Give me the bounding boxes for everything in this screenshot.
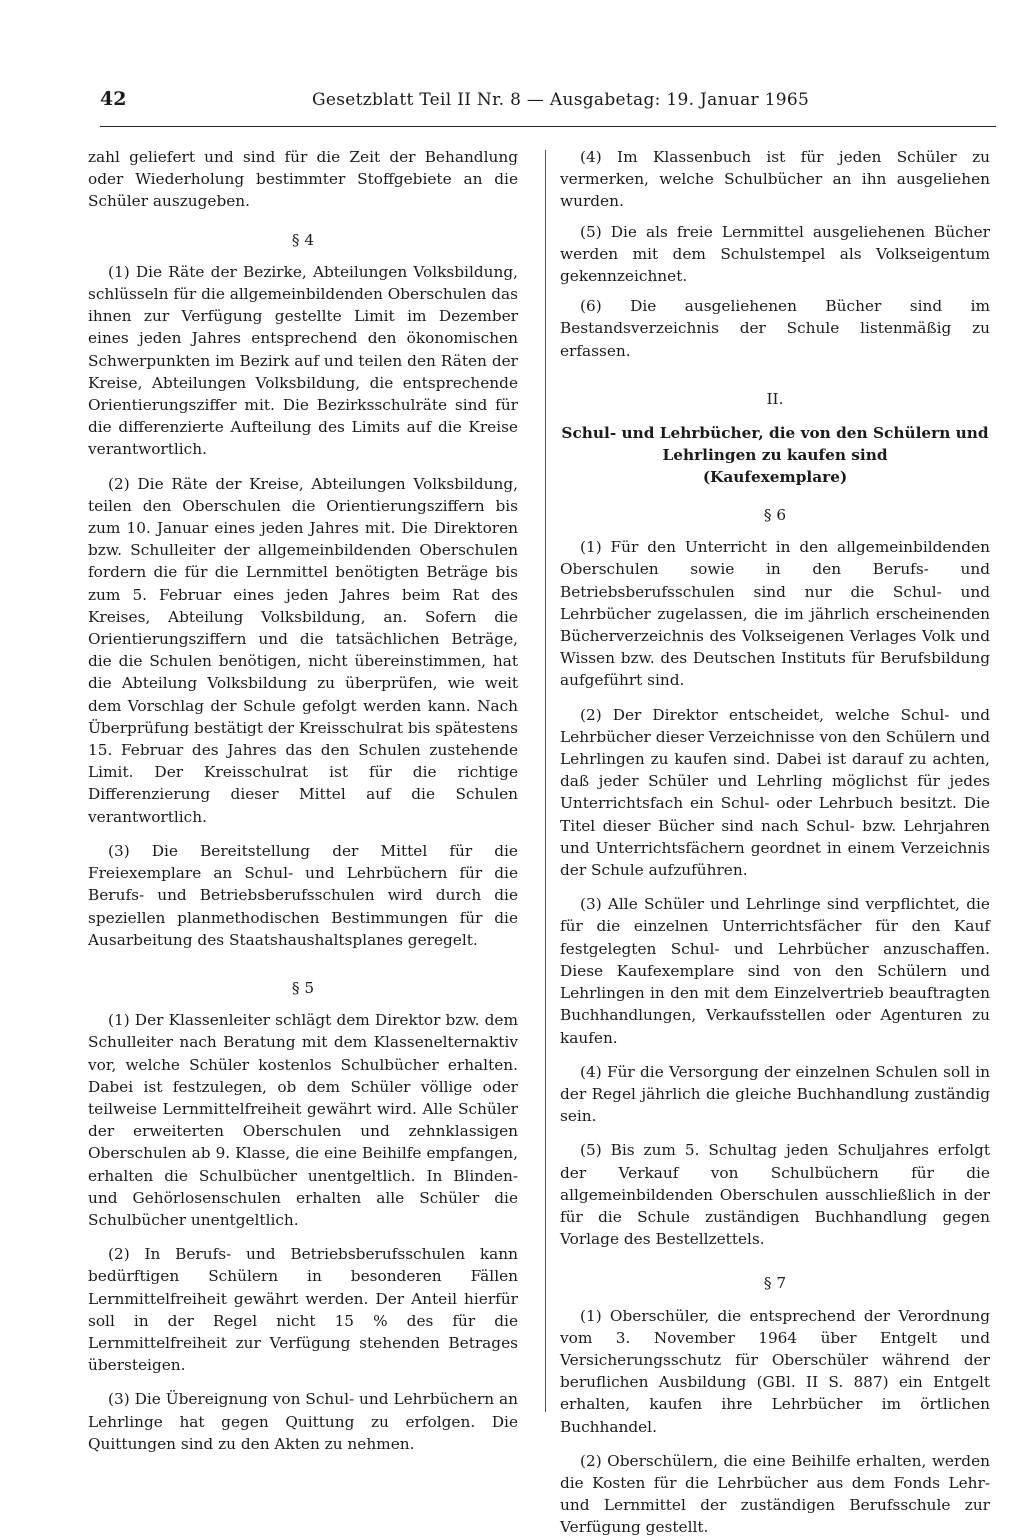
section-heading-7: § 7 <box>763 1274 787 1293</box>
paragraph-6-1: (1) Für den Unterricht in den allgemeinbildenden Oberschulen sowie in den Berufs- und Betriebsberufsschulen sind nur die Schul- und Lehrbücher zugelassen, die im jährlich erscheinenden Bücherverzeichnis des Volkseigenen Verlages Volk und Wissen bzw. des Deutschen Instituts für Berufsbildung aufgeführt sind. <box>560 538 990 690</box>
paragraph-5-1: (1) Der Klassenleiter schlägt dem Direktor bzw. dem Schulleiter nach Beratung mit dem Klassenelternaktiv vor, welche Schüler kostenlos Schulbücher erhalten. Dabei ist festzulegen, ob dem Schüler völlige oder teilweise Lernmittelfreiheit gewährt wird. Alle Schüler der erweiterten Oberschulen und zehnklassigen Oberschulen ab 9. Klasse, die eine Beihilfe empfangen, erhalten die Schulbücher unentgeltlich. In Blinden- und Gehörlosenschulen erhalten alle Schüler die Schulbücher unentgeltlich. <box>88 1011 518 1229</box>
part-subheading: (Kaufexemplare) <box>702 468 848 487</box>
paragraph-6-3: (3) Alle Schüler und Lehrlinge sind verpflichtet, die für die einzelnen Unterrichtsfächer für den Kauf festgelegten Schul- und Lehrbücher anzuschaffen. Diese Kaufexemplare sind von den Schülern und Lehrlingen in den mit dem Einzelvertrieb beauftragten Buchhandlungen, Verkaufsstellen oder Agenturen zu kaufen. <box>560 895 990 1047</box>
part-heading: Schul- und Lehrbücher, die von den Schülern und Lehrlingen zu kaufen sind <box>561 424 989 465</box>
section-heading-6: § 6 <box>763 506 787 525</box>
section-heading-5: § 5 <box>291 978 315 997</box>
right-column <box>560 146 990 1539</box>
paragraph-5-5: (5) Die als freie Lernmittel ausgeliehenen Bücher werden mit dem Schulstempel als Volkseigentum gekennzeichnet. <box>560 222 990 286</box>
paragraph-5-4: (4) Im Klassenbuch ist für jeden Schüler zu vermerken, welche Schulbücher an ihn ausgeliehen wurden. <box>560 148 990 211</box>
continued-paragraph: zahl geliefert und sind für die Zeit der Behandlung oder Wiederholung bestimmter Stoffgebiete an die Schüler auszugeben. <box>88 148 518 211</box>
paragraph-4-1: (1) Die Räte der Bezirke, Abteilungen Volksbildung, schlüsseln für die allgemeinbildenden Oberschulen das ihnen zur Verfügung gestellte Limit im Dezember eines jeden Jahres entsprechend den ökonomischen Schwerpunkten im Bezirk auf und teilen den Räten der Kreise, Abteilungen Volksbildung, die entsprechende Orientierungsziffer mit. Die Bezirksschulräte sind für die differenzierte Aufteilung des Limits auf die Kreise verantwortlich. <box>88 262 518 459</box>
paragraph-6-5: (5) Bis zum 5. Schultag jeden Schuljahres erfolgt der Verkauf von Schulbüchern für die allgemeinbildenden Oberschulen ausschließlich in der für die Schule zuständigen Buchhandlung gegen Vorlage des Bestellzettels. <box>560 1141 990 1249</box>
paragraph-5-3: (3) Die Übereignung von Schul- und Lehrbüchern an Lehrlinge hat gegen Quittung zu erfolgen. Die Quittungen sind zu den Akten zu nehmen. <box>88 1390 518 1453</box>
page-number: 42 <box>100 88 127 110</box>
paragraph-4-3: (3) Die Bereitstellung der Mittel für die Freiexemplare an Schul- und Lehrbüchern für die Berufs- und Betriebsberufsschulen wird durch die speziellen planmethodischen Bestimmungen für die Ausarbeitung des Staatshaushaltsplanes geregelt. <box>88 841 518 949</box>
paragraph-5-2: (2) In Berufs- und Betriebsberufsschulen kann bedürftigen Schülern in besonderen Fällen Lernmittelfreiheit gewährt werden. Der Anteil hierfür soll in der Regel nicht 15 % des für die Lernmittelfreiheit zur Verfügung stehenden Betrages übersteigen. <box>88 1245 518 1375</box>
section-heading-4: § 4 <box>291 230 315 249</box>
column-divider <box>545 150 546 1412</box>
left-column <box>88 146 518 1455</box>
running-header: Gesetzblatt Teil II Nr. 8 — Ausgabetag: 19. Januar 1965 <box>312 90 810 110</box>
part-numeral: II. <box>766 389 784 408</box>
paragraph-6-4: (4) Für die Versorgung der einzelnen Schulen soll in der Regel jährlich die gleiche Buchhandlung zuständig sein. <box>560 1062 990 1126</box>
paragraph-6-2: (2) Der Direktor entscheidet, welche Schul- und Lehrbücher dieser Verzeichnisse von den Schülern und Lehrlingen zu kaufen sind. Dabei ist darauf zu achten, daß jeder Schüler und Lehrling möglichst für jedes Unterrichtsfach ein Schul- oder Lehrbuch besitzt. Die Titel dieser Bücher sind nach Schul- bzw. Lehrjahren und Unterrichtsfächern geordnet in einem Verzeichnis der Schule aufzuführen. <box>560 705 990 880</box>
paragraph-4-2: (2) Die Räte der Kreise, Abteilungen Volksbildung, teilen den Oberschulen die Orientierungsziffern bis zum 10. Januar eines jeden Jahres mit. Die Direktoren bzw. Schulleiter der allgemeinbildenden Oberschulen fordern die für die Lernmittel benötigten Beträge bis zum 5. Februar eines jeden Jahres beim Rat des Kreises, Abteilung Volksbildung, an. Sofern die Orientierungsziffern und die tatsächlichen Beträge, die die Schulen benötigen, nicht übereinstimmen, hat die Abteilung Volksbildung zu überprüfen, wie weit dem Vorschlag der Schule gefolgt werden kann. Nach Überprüfung bestätigt der Kreisschulrat bis spätestens 15. Februar des Jahres das den Schulen zustehende Limit. Der Kreisschulrat ist für die richtige Differenzierung dieser Mittel auf die Schulen verantwortlich. <box>88 474 518 826</box>
paragraph-7-1: (1) Oberschüler, die entsprechend der Verordnung vom 3. November 1964 über Entgelt und Versicherungsschutz für Oberschüler während der beruflichen Ausbildung (GBl. II S. 887) ein Entgelt erhalten, kaufen ihre Lehrbücher im örtlichen Buchhandel. <box>560 1306 990 1436</box>
header-rule <box>100 126 996 127</box>
paragraph-5-6: (6) Die ausgeliehenen Bücher sind im Bestandsverzeichnis der Schule listenmäßig zu erfassen. <box>560 297 990 360</box>
paragraph-7-2: (2) Oberschülern, die eine Beihilfe erhalten, werden die Kosten für die Lehrbücher aus dem Fonds Lehr- und Lernmittel der zuständigen Berufsschule zur Verfügung gestellt. <box>560 1451 990 1537</box>
